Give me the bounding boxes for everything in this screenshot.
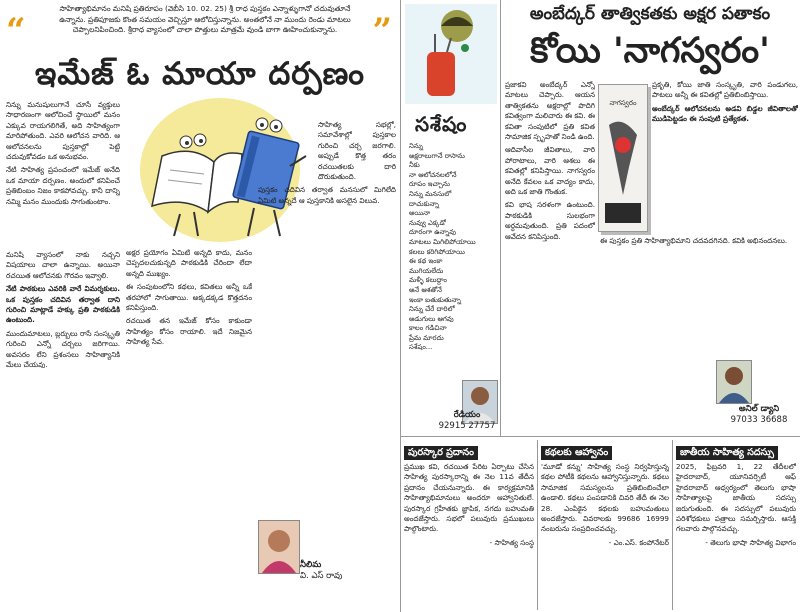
poet-name: రేడియం: [453, 410, 481, 420]
paragraph: ఆదివాసీల జీవితాలు, వారి పోరాటాలు, వారి ఆశలు ఈ కవితల్లో కనిపిస్తాయి. నాగస్వరం అనేది కేవలం ఒక వాద్యం కాదు, అది ఒక జాతి గొంతుక.: [505, 145, 595, 197]
poem-line: నీకు: [409, 161, 420, 170]
left-col1-top: [6, 100, 120, 248]
poem-line: సశేషం...: [409, 343, 433, 352]
box-footer: - తెలుగు భాషా సాహిత్య విభాగం: [705, 537, 796, 547]
paragraph: పుస్తకం చదివిన తర్వాత మనసులో మిగిలేది ఏమిటి అన్నదే ఆ పుస్తకానికి అసలైన విలువ.: [258, 185, 396, 205]
box-text: 2025, ఫిబ్రవరి 1, 22 తేదీలలో హైదరాబాద్, యూనివర్సిటీ ఆఫ్ హైదరాబాద్ ఆధ్వర్యంలో తెలుగు భాషా సాహిత్యాలపై జాతీయ సదస్సు జరుగుతుంది. ఈ సదస్సులో పలువురు పరిశోధకులు పత్రాలు సమర్పిస్తారు. ఆసక్తి గలవారు పాల్గొనవచ్చు.: [676, 462, 796, 534]
poem-illustration: [405, 4, 497, 104]
intro-box: [4, 4, 396, 50]
paragraph: కవి భాష సరళంగా ఉంటుంది. పాఠకుడికి సులభంగా అర్థమవుతుంది. ప్రతి పదంలో ఆవేదన కనిపిస్తుంది.: [505, 200, 595, 241]
poem-title: సశేషం: [415, 112, 468, 136]
right-col2-top: [652, 80, 798, 250]
paragraph: ఈ పుస్తకం ప్రతి సాహిత్యాభిమాని చదవదగినది. కవికి అభినందనలు.: [600, 236, 788, 245]
reviewer-name: అనిల్ డ్యాని: [738, 404, 780, 414]
poem-line: అక్షరాలుగానే రాసాను: [409, 151, 465, 160]
seminar-box: [676, 440, 796, 610]
poem-body: [409, 142, 497, 353]
reviewer-phone: 97033 36688: [730, 415, 788, 425]
close-quote-icon: ”: [372, 11, 392, 51]
box-text: ప్రముఖ కవి, రచయిత పేరిట ఏర్పాటు చేసిన సాహిత్య పురస్కారాన్ని ఈ నెల 11వ తేదీన ప్రదానం చేయనున్నారు. ఈ కార్యక్రమానికి సాహిత్యాభిమానులు అందరూ ఆహ్వానితులే. పురస్కార గ్రహీతకు జ్ఞాపిక, నగదు బహుమతి అందజేస్తారు. సభలో పలువురు ప్రముఖులు పాల్గొంటారు.: [404, 462, 534, 534]
left-col3: [258, 100, 396, 510]
paragraph: ఈ సంపుటంలోని కథలు, కవితలు అన్నీ ఒకే తరహాలో సాగుతాయి. అక్కడక్కడ కొత్తదనం కనిపిస్తుంది.: [126, 282, 252, 313]
right-col1: [505, 80, 595, 434]
right-article-kicker: అంబేద్కర్ తాత్వికతకు అక్షర పతాకం: [529, 4, 771, 24]
poem-line: నిన్ను: [409, 142, 423, 150]
paragraph: ముందుమాటలు, బ్లర్బులు రాసే సంస్కృతి గురించి ఎన్నో చర్చలు జరిగాయి. అవసరం లేని ప్రశంసలు సాహిత్యానికి మేలు చేయవు.: [6, 328, 120, 370]
poem-line: దూరంగా ఉన్నావు: [409, 228, 456, 237]
poem-line: అయినా: [409, 209, 431, 218]
poet-phone: 92915 27757: [438, 421, 496, 431]
paragraph: మనిషి వ్యాసంలో నాకు నచ్చని విషయాలు చాలా ఉన్నాయి. అయినా రచయిత ఆలోచనకు గౌరవం ఇవ్వాలి.: [6, 250, 120, 280]
author-subtitle: వి. ఎస్ రావు: [300, 571, 343, 581]
poem-line: ఈ కథ ఇంకా: [409, 257, 443, 266]
column-divider: [500, 0, 501, 436]
poem-line: మళ్ళీ కలుద్దాం: [409, 276, 447, 285]
box-title: జాతీయ సాహిత్య సదస్సు: [676, 446, 778, 460]
poem-line: అడుగులు ఆగవు: [409, 314, 454, 323]
intro-text: సాహిత్యాభిమానం మనిషి ప్రతిరూపం (వెబీసి 10. 02. 25) శ్రీ రాధ పుస్తకం ఎన్నాళ్ళుగానో చదువుతూనే ఉన్నాను. ప్రతిపూజకు కొంత సమయం వెచ్చిస్తూ ఆలోచిస్తున్నాను. అంతలోనే నా ముందు రెండు మాటలు చెప్పాలనిపించింది. శ్రీరాధ వ్యాసంలో చాలా పొత్తులు మాత్రమే వుండి బాగా ఊహించుకున్నాను.: [59, 4, 351, 35]
poem-line: దాచుకున్నా: [409, 199, 440, 208]
book-cover-lettering: నాగస్వరం: [609, 99, 637, 107]
left-col1-bottom: [6, 250, 120, 608]
poem-line: రూపం ఇచ్చాను: [409, 180, 450, 189]
section-divider: [400, 436, 800, 437]
poem-line: నా ఆలోచనలలోనే: [409, 170, 457, 179]
poem-line: ఇంకా బతుకుతున్నా: [409, 295, 462, 304]
column-divider: [400, 0, 401, 612]
stories-invite-box: [541, 440, 669, 610]
author-name: నీలిమ: [300, 560, 322, 570]
poet-byline: [436, 410, 498, 432]
poem-line: నువ్వు ఎక్కడో: [409, 218, 446, 227]
poem-line: అనే ఆశతోనే: [409, 285, 442, 294]
box-title: కథలకు ఆహ్వానం: [541, 446, 612, 460]
poem-line: ముగియలేదు: [409, 266, 444, 275]
paragraph: నేటి పాఠకులు ఎవరికి వారే విమర్శకులు. ఒక పుస్తకం చదివిన తర్వాత దాని గురించి మాట్లాడే హక్కు ప్రతి పాఠకుడికి ఉంటుంది.: [6, 284, 120, 325]
author-byline: [300, 560, 396, 582]
book-cover-image: [598, 84, 648, 232]
award-box: [404, 440, 534, 610]
paragraph: రచయిత తన ఇమేజ్ కోసం కాకుండా సాహిత్యం కోసం రాయాలి. ఇదే నిజమైన సాహిత్య సేవ.: [126, 316, 252, 347]
poem-line: మాటలు మిగిలిపోయాయి: [409, 237, 476, 246]
paragraph: నిన్ను మనుషులుగానే చూసే వ్యక్తులు సాధారణంగా ఆలోచించే స్థాయిలో మనం ఎక్కువ రాయగలిగితే, అది సాహిత్యంగా మారిపోతుంది. ఎవరి ఆలోచన వారిది. ఆ ఆలోచనలను పుస్తకాల్లో పెట్టి చదువుకోవడం ఒక అనుభవం.: [6, 100, 120, 162]
paragraph: అక్షర ప్రయోగం ఏమిటి అన్నది కాదు, మనం చెప్పదలచుకున్నది పాఠకుడికి చేరిందా లేదా అన్నది ముఖ్యం.: [126, 248, 252, 278]
poem-line: నిన్ను చేరే దారిలో: [409, 305, 455, 314]
poem-column: [405, 4, 497, 436]
poem-line: కలలు కరిగిపోయాయి: [409, 247, 465, 256]
paragraph: సాహిత్య సభల్లో, సమావేశాల్లో పుస్తకాల గురించి చర్చ జరగాలి. అప్పుడే కొత్త తరం రచయితలకు దారి దొరుకుతుంది.: [318, 120, 396, 182]
paragraph: ప్రకృతి, కోయి జాతి సంస్కృతి, వారి పండుగలు, పాటలు అన్నీ ఈ కవితల్లో ప్రతిబింబిస్తాయి.: [652, 80, 798, 100]
author-photo: [258, 520, 300, 574]
paragraph: అంబేద్కర్ ఆలోచనలను అడవి బిడ్డల జీవితాలతో ముడిపెట్టడం ఈ సంపుటి ప్రత్యేకత.: [652, 103, 798, 124]
left-article-title: ఇమేజ్ ఓ మాయా దర్పణం: [35, 56, 365, 92]
left-col2: [126, 248, 252, 608]
column-divider: [672, 440, 673, 610]
right-col2-bottom: [600, 236, 798, 356]
poem-line: నిన్ను మనసులో: [409, 189, 452, 198]
right-article-title: కోయి 'నాగస్వరం': [530, 31, 770, 71]
paragraph: ప్రజాకవి అంబేద్కర్ ఎన్నో మాటలు చెప్పారు. ఆయన తాత్వికతను అక్షరాల్లో పొదిగి కవిత్వంగా మలిచారు ఈ కవి. ఈ కవితా సంపుటిలో ప్రతి కవిత సామాజిక స్పృహతో నిండి ఉంది.: [505, 80, 595, 142]
open-quote-icon: “: [6, 11, 26, 51]
poem-line: కాలం గడిచినా: [409, 324, 447, 333]
box-footer: - సాహిత్య సంస్థ: [489, 537, 534, 547]
reviewer-photo: [716, 360, 752, 404]
poem-line: ప్రేమ మారదు: [409, 333, 444, 342]
box-footer: - ఎం.ఎస్. కంపోనేటర్: [608, 537, 669, 547]
box-title: పురస్కార ప్రదానం: [404, 446, 478, 460]
column-divider: [537, 440, 538, 610]
box-text: 'మూడో కన్ను' సాహిత్య సంస్థ నిర్వహిస్తున్న కథల పోటీకి కథలను ఆహ్వానిస్తున్నారు. కథలు సామాజిక సమస్యలను ప్రతిబింబించేలా ఉండాలి. కథలు పంపడానికి చివరి తేదీ ఈ నెల 28. ఎంపికైన కథలకు బహుమతులు అందజేస్తారు. వివరాలకు 99686 16999 నంబరును సంప్రదించవచ్చు.: [541, 462, 669, 534]
paragraph: నేటి సాహిత్య ప్రపంచంలో ఇమేజ్ అనేది ఒక మాయా దర్పణం. అందులో కనిపించే ప్రతిబింబం నిజం కాకపోవచ్చు. కానీ దాన్ని నమ్మి మనం ముందుకు సాగుతుంటాం.: [6, 165, 120, 206]
reviewer-byline: [720, 404, 798, 426]
